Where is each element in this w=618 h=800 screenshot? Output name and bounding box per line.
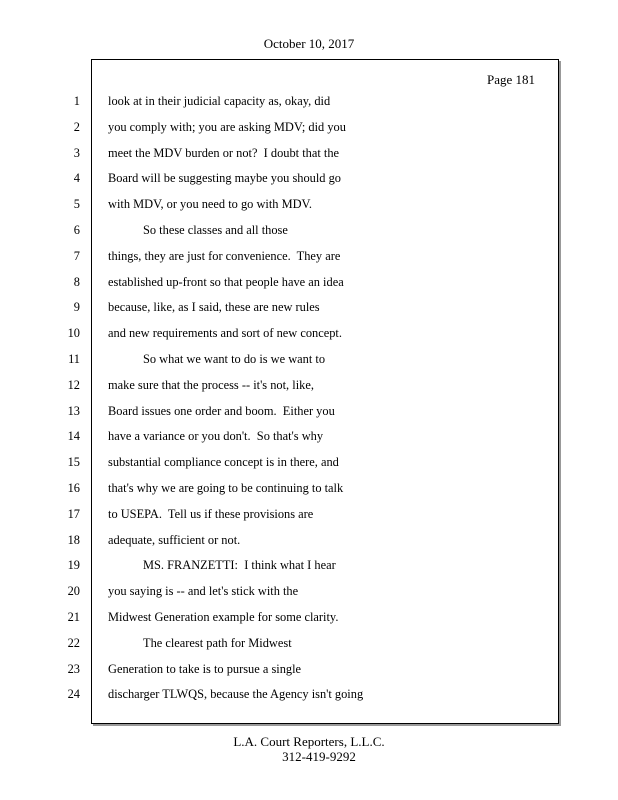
footer [0, 734, 618, 764]
transcript-line [0, 528, 618, 553]
line-text: Generation to take is to pursue a single [108, 661, 302, 676]
line-number: 8 [73, 274, 80, 289]
line-text: have a variance or you don't. So that's why [108, 429, 324, 444]
line-text: look at in their judicial capacity as, okay, did [108, 94, 331, 108]
transcript-line [0, 115, 618, 140]
line-number: 9 [73, 300, 80, 315]
line-number: 17 [67, 506, 80, 521]
transcript-line [0, 605, 618, 630]
transcript-date: October 10, 2017 [263, 36, 355, 51]
transcript-line [0, 89, 618, 114]
line-number: 20 [67, 584, 80, 599]
transcript-line [0, 579, 618, 604]
transcript-line [0, 192, 618, 217]
reporter-company: L.A. Court Reporters, L.L.C. [233, 734, 385, 749]
line-number: 14 [67, 429, 80, 444]
transcript-line [0, 244, 618, 269]
page-number: Page 181 [487, 72, 536, 87]
reporter-phone: 312-419-9292 [282, 749, 356, 764]
transcript-line [0, 553, 618, 578]
line-text: Board issues one order and boom. Either you [108, 403, 335, 418]
line-text: that's why we are going to be continuing to talk [108, 481, 344, 495]
line-number: 23 [67, 661, 80, 676]
transcript-line [0, 373, 618, 398]
transcript-line [0, 657, 618, 682]
line-text: discharger TLWQS, because the Agency isn't going [108, 687, 364, 702]
line-number: 4 [73, 171, 80, 186]
line-number: 15 [67, 455, 80, 470]
transcript-line [0, 347, 618, 372]
transcript-line [0, 295, 618, 320]
line-text: established up-front so that people have an idea [108, 274, 344, 289]
line-text: So what we want to do is we want to [143, 352, 326, 366]
transcript-line [0, 399, 618, 424]
line-text: adequate, sufficient or not. [108, 532, 241, 547]
line-text: with MDV, or you need to go with MDV. [108, 197, 312, 212]
line-number: 22 [67, 635, 80, 650]
line-text: things, they are just for convenience. They are [108, 248, 341, 263]
line-number: 3 [73, 145, 80, 160]
line-text: So these classes and all those [143, 223, 288, 237]
transcript-line [0, 141, 618, 166]
line-number: 19 [67, 558, 80, 573]
line-number: 1 [73, 94, 80, 108]
line-text: because, like, as I said, these are new rules [108, 300, 320, 315]
line-text: substantial compliance concept is in there, and [108, 455, 339, 470]
line-number: 16 [67, 481, 80, 495]
line-text: you comply with; you are asking MDV; did you [108, 119, 346, 134]
transcript-line [0, 502, 618, 527]
line-number: 13 [67, 403, 80, 418]
line-number: 7 [73, 248, 80, 263]
line-text: Midwest Generation example for some clarity. [108, 610, 339, 624]
transcript-line [0, 218, 618, 243]
transcript-line [0, 166, 618, 191]
transcript-line [0, 321, 618, 346]
transcript-line [0, 682, 618, 707]
line-number: 18 [67, 532, 80, 547]
line-number: 11 [68, 352, 80, 366]
line-text: and new requirements and sort of new concept. [108, 326, 342, 341]
line-number: 12 [67, 377, 80, 392]
line-text: you saying is -- and let's stick with the [108, 584, 299, 599]
line-number: 5 [73, 197, 80, 212]
line-number: 2 [73, 119, 80, 134]
line-number: 6 [73, 223, 80, 237]
line-number: 21 [67, 610, 80, 624]
transcript-line [0, 270, 618, 295]
line-text: The clearest path for Midwest [143, 635, 292, 650]
line-text: Board will be suggesting maybe you should go [108, 171, 341, 186]
line-number: 10 [67, 326, 80, 341]
transcript-line [0, 424, 618, 449]
transcript-line [0, 631, 618, 656]
line-number: 24 [67, 687, 80, 702]
transcript-line [0, 450, 618, 475]
line-text: to USEPA. Tell us if these provisions are [108, 506, 314, 521]
line-text: make sure that the process -- it's not, like, [108, 377, 314, 392]
line-text: meet the MDV burden or not? I doubt that the [108, 145, 340, 160]
line-text: MS. FRANZETTI: I think what I hear [143, 558, 336, 573]
transcript-line [0, 476, 618, 501]
